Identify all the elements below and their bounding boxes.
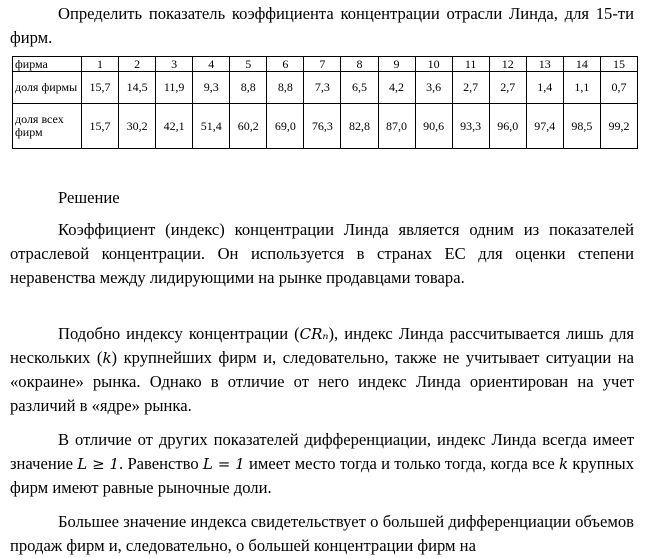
firm-number: 10 — [415, 57, 452, 72]
table-cell: 3,6 — [415, 72, 452, 104]
table-cell: 0,7 — [600, 72, 637, 104]
firm-number: 14 — [563, 57, 600, 72]
table-row-cumulative-share — [13, 104, 638, 149]
table-cell: 1,4 — [526, 72, 563, 104]
firm-number: 5 — [230, 57, 267, 72]
text-run: ), индекс Линда рассчитывается лишь для нескольких ( — [10, 324, 634, 367]
math-k: k — [102, 349, 112, 367]
table-cell: 4,2 — [378, 72, 415, 104]
paragraph-cr-comparison — [10, 322, 634, 418]
firm-number: 7 — [304, 57, 341, 72]
firm-number: 4 — [193, 57, 230, 72]
table-cell: 99,2 — [600, 104, 637, 149]
paragraph-definition: Коэффициент (индекс) концентрации Линда является одним из показателей отраслевой концентрации. Он используется в странах ЕС для оценки степени неравенства между лидирующими на рынке продавцами товара. — [10, 220, 634, 287]
market-share-table — [12, 56, 638, 149]
text-run: крупных фирм имеют равные рыночные доли. — [10, 454, 635, 497]
problem-statement: Определить показатель коэффициента концентрации отрасли Линда, для 15-ти фирм. — [10, 4, 634, 47]
text-run: Подобно индексу концентрации ( — [58, 324, 300, 343]
text-run: В отличие от других показателей дифференциации, индекс Линда всегда имеет значение — [10, 430, 634, 473]
table-row-firm-share — [13, 72, 638, 104]
table-cell: 15,7 — [82, 104, 119, 149]
row-label: доля всех фирм — [13, 104, 82, 149]
table-cell: 82,8 — [341, 104, 378, 149]
table-cell: 6,5 — [341, 72, 378, 104]
firm-number: 3 — [156, 57, 193, 72]
math-l-eq-1: L = 1 — [202, 455, 245, 473]
math-k: k — [559, 455, 569, 473]
firm-number: 6 — [267, 57, 304, 72]
paragraph-l-value — [10, 428, 634, 500]
table-cell: 42,1 — [156, 104, 193, 149]
table-cell: 8,8 — [267, 72, 304, 104]
table-cell: 1,1 — [563, 72, 600, 104]
table-cell: 2,7 — [452, 72, 489, 104]
table-header-label: фирма — [13, 57, 82, 72]
table-cell: 2,7 — [489, 72, 526, 104]
row-label: доля фирмы — [13, 72, 82, 104]
table-cell: 14,5 — [119, 72, 156, 104]
table-cell: 30,2 — [119, 104, 156, 149]
table-cell: 96,0 — [489, 104, 526, 149]
firm-number: 1 — [82, 57, 119, 72]
table-cell: 69,0 — [267, 104, 304, 149]
firm-number: 9 — [378, 57, 415, 72]
solution-heading: Решение — [58, 188, 120, 207]
firm-number: 12 — [489, 57, 526, 72]
table-cell: 76,3 — [304, 104, 341, 149]
table-cell: 90,6 — [415, 104, 452, 149]
math-cr-n: CRₙ — [299, 325, 329, 343]
table-cell: 11,9 — [156, 72, 193, 104]
table-cell: 97,4 — [526, 104, 563, 149]
table-cell: 87,0 — [378, 104, 415, 149]
table-header-row — [13, 57, 638, 72]
firm-number: 2 — [119, 57, 156, 72]
table-cell: 93,3 — [452, 104, 489, 149]
text-run: имеет место тогда и только тогда, когда все — [244, 454, 560, 473]
firm-number: 15 — [600, 57, 637, 72]
text-run: ) крупнейших фирм и, следовательно, также не учитывает ситуации на «окраине» рынка. Однако в отличие от него индекс Линда ориентирован на учет различий в «ядре» рынка. — [10, 348, 634, 415]
firm-number: 11 — [452, 57, 489, 72]
table-cell: 51,4 — [193, 104, 230, 149]
table-cell: 7,3 — [304, 72, 341, 104]
table-cell: 8,8 — [230, 72, 267, 104]
paragraph-interpretation: Большее значение индекса свидетельствует о большей дифференциации объемов продаж фирм и, следовательно, о большей концентрации фирм на — [10, 512, 634, 555]
table-cell: 98,5 — [563, 104, 600, 149]
table-cell: 60,2 — [230, 104, 267, 149]
table-cell: 9,3 — [193, 72, 230, 104]
firm-number: 8 — [341, 57, 378, 72]
firm-number: 13 — [526, 57, 563, 72]
table-cell: 15,7 — [82, 72, 119, 104]
text-run: . Равенство — [119, 454, 203, 473]
math-l-ge-1: L ≥ 1 — [77, 455, 120, 473]
